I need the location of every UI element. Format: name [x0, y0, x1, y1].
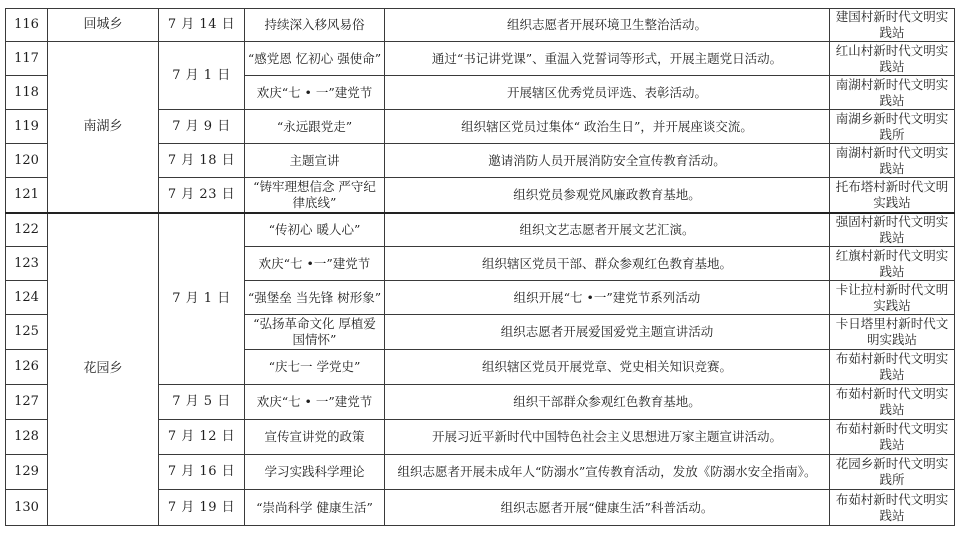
station-cell: 布茹村新时代文明实践站 [830, 385, 955, 420]
activity-content-cell: 组织辖区党员过集体“ 政治生日”，并开展座谈交流。 [385, 110, 830, 144]
theme-cell: “铸牢理想信念 严守纪律底线” [245, 178, 385, 213]
activity-table [5, 8, 955, 526]
activity-content-cell: 邀请消防人员开展消防安全宣传教育活动。 [385, 144, 830, 178]
activity-content-cell: 开展辖区优秀党员评选、表彰活动。 [385, 76, 830, 110]
township-cell: 回城乡 [48, 9, 159, 42]
station-cell: 红旗村新时代文明实践站 [830, 247, 955, 281]
row-number-cell: 117 [6, 42, 48, 76]
row-number-cell: 119 [6, 110, 48, 144]
theme-cell: “弘扬革命文化 厚植爱国情怀” [245, 315, 385, 350]
theme-cell: 欢庆“七 • 一”建党节 [245, 385, 385, 420]
station-cell: 南湖村新时代文明实践站 [830, 76, 955, 110]
theme-cell: 持续深入移风易俗 [245, 9, 385, 42]
activity-content-cell: 组织志愿者开展“健康生活”科普活动。 [385, 490, 830, 526]
theme-cell: 宣传宣讲党的政策 [245, 420, 385, 455]
theme-cell: “崇尚科学 健康生活” [245, 490, 385, 526]
row-number-cell: 124 [6, 281, 48, 315]
station-cell: 花园乡新时代文明实践所 [830, 455, 955, 490]
date-cell: 7 月 14 日 [159, 9, 245, 42]
theme-cell: 欢庆“七 •一”建党节 [245, 247, 385, 281]
table-row [6, 213, 955, 247]
theme-cell: “感党恩 忆初心 强使命” [245, 42, 385, 76]
activity-content-cell: 组织志愿者开展环境卫生整治活动。 [385, 9, 830, 42]
row-number-cell: 128 [6, 420, 48, 455]
row-number-cell: 120 [6, 144, 48, 178]
date-cell: 7 月 1 日 [159, 42, 245, 110]
activity-content-cell: 通过“书记讲党课”、重温入党誓词等形式，开展主题党日活动。 [385, 42, 830, 76]
station-cell: 布茹村新时代文明实践站 [830, 420, 955, 455]
date-cell: 7 月 18 日 [159, 144, 245, 178]
station-cell: 南湖乡新时代文明实践所 [830, 110, 955, 144]
theme-cell: “庆七一 学党史” [245, 350, 385, 385]
row-number-cell: 130 [6, 490, 48, 526]
table-row [6, 42, 955, 76]
theme-cell: 主题宣讲 [245, 144, 385, 178]
station-cell: 强固村新时代文明实践站 [830, 213, 955, 247]
activity-content-cell: 组织志愿者开展未成年人“防溺水”宣传教育活动，发放《防溺水安全指南》。 [385, 455, 830, 490]
row-number-cell: 122 [6, 213, 48, 247]
station-cell: 托布塔村新时代文明实践站 [830, 178, 955, 213]
table-body [6, 9, 955, 526]
activity-content-cell: 组织志愿者开展爱国爱党主题宣讲活动 [385, 315, 830, 350]
station-cell: 南湖村新时代文明实践站 [830, 144, 955, 178]
row-number-cell: 121 [6, 178, 48, 213]
theme-cell: “传初心 暖人心” [245, 213, 385, 247]
row-number-cell: 116 [6, 9, 48, 42]
activity-content-cell: 组织辖区党员开展党章、党史相关知识竞赛。 [385, 350, 830, 385]
theme-cell: “强堡垒 当先锋 树形象” [245, 281, 385, 315]
row-number-cell: 127 [6, 385, 48, 420]
row-number-cell: 129 [6, 455, 48, 490]
station-cell: 红山村新时代文明实践站 [830, 42, 955, 76]
activity-content-cell: 组织干部群众参观红色教育基地。 [385, 385, 830, 420]
theme-cell: 欢庆“七 • 一”建党节 [245, 76, 385, 110]
activity-content-cell: 组织党员参观党风廉政教育基地。 [385, 178, 830, 213]
date-cell: 7 月 12 日 [159, 420, 245, 455]
table-row [6, 9, 955, 42]
township-cell: 南湖乡 [48, 42, 159, 213]
date-cell: 7 月 9 日 [159, 110, 245, 144]
date-cell: 7 月 19 日 [159, 490, 245, 526]
station-cell: 卡日塔里村新时代文明实践站 [830, 315, 955, 350]
activity-content-cell: 开展习近平新时代中国特色社会主义思想进万家主题宣讲活动。 [385, 420, 830, 455]
theme-cell: 学习实践科学理论 [245, 455, 385, 490]
station-cell: 卡让拉村新时代文明实践站 [830, 281, 955, 315]
station-cell: 建国村新时代文明实践站 [830, 9, 955, 42]
date-cell: 7 月 1 日 [159, 213, 245, 385]
date-cell: 7 月 16 日 [159, 455, 245, 490]
date-cell: 7 月 23 日 [159, 178, 245, 213]
row-number-cell: 126 [6, 350, 48, 385]
row-number-cell: 125 [6, 315, 48, 350]
activity-content-cell: 组织文艺志愿者开展文艺汇演。 [385, 213, 830, 247]
row-number-cell: 123 [6, 247, 48, 281]
theme-cell: “永远跟党走” [245, 110, 385, 144]
station-cell: 布茹村新时代文明实践站 [830, 490, 955, 526]
activity-content-cell: 组织开展“七 •一”建党节系列活动 [385, 281, 830, 315]
date-cell: 7 月 5 日 [159, 385, 245, 420]
station-cell: 布茹村新时代文明实践站 [830, 350, 955, 385]
activity-content-cell: 组织辖区党员干部、群众参观红色教育基地。 [385, 247, 830, 281]
township-cell: 花园乡 [48, 213, 159, 526]
row-number-cell: 118 [6, 76, 48, 110]
